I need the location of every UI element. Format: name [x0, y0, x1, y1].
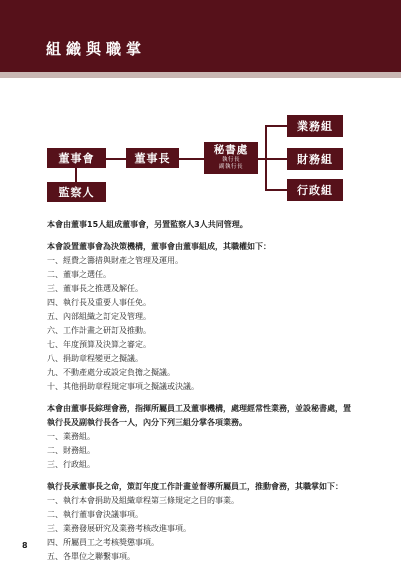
list-item: 五、各單位之聯繫事項。 [47, 552, 135, 561]
body-text [47, 218, 357, 564]
line-to-dept-1 [265, 125, 287, 127]
list-item: 二、財務組。 [47, 446, 95, 455]
list-item: 十、其他捐助章程規定事項之擬議或決議。 [47, 382, 199, 391]
board-items-list [47, 254, 357, 394]
list-item: 二、董事之選任。 [47, 270, 111, 279]
list-item: 三、董事長之推選及解任。 [47, 284, 143, 293]
list-item: 九、不動產處分或設定負擔之擬議。 [47, 368, 175, 377]
exec-heading: 執行長承董事長之命，策訂年度工作計畫並督導所屬員工，推動會務，其職掌如下： [47, 482, 343, 491]
secretariat-sub-2: 副執行長 [218, 164, 243, 171]
org-box-board: 董事會 [47, 148, 106, 168]
list-item: 一、執行本會捐助及組織章程第三條規定之目的事業。 [47, 496, 239, 505]
chair-items-list [47, 430, 357, 472]
list-item: 四、執行長及重要人事任免。 [47, 298, 151, 307]
secretariat-label: 秘書處 [213, 144, 249, 157]
secretariat-sub-1: 執行長 [221, 156, 240, 163]
chair-heading: 本會由董事長綜理會務，指揮所屬員工及董事機構，處理經常性業務，並設秘書處，置執行長及副執行長各一人，內分下列三組分掌各項業務。 [47, 404, 351, 427]
org-box-chairman: 董事長 [126, 148, 179, 168]
list-item: 五、內部組織之訂定及管理。 [47, 312, 151, 321]
board-heading: 本會設置董事會為決策機構，董事會由董事組成，其職權如下： [47, 242, 271, 251]
list-item: 七、年度預算及決算之審定。 [47, 340, 151, 349]
org-box-secretariat [204, 142, 258, 174]
list-item: 二、執行董事會決議事項。 [47, 510, 143, 519]
list-item: 六、工作計畫之研訂及推動。 [47, 326, 151, 335]
header-strip [0, 72, 401, 78]
list-item: 一、業務組。 [47, 432, 95, 441]
org-box-dept-business: 業務組 [287, 115, 343, 137]
org-box-supervisors: 監察人 [47, 182, 106, 202]
page-number: 8 [22, 541, 28, 550]
line-board-chair [106, 158, 126, 160]
line-to-dept-3 [265, 189, 287, 191]
list-item: 三、行政組。 [47, 460, 95, 469]
org-box-dept-admin: 行政組 [287, 179, 343, 201]
line-chair-secretariat [179, 158, 204, 160]
page-header [0, 0, 401, 72]
list-item: 一、經費之籌措與財產之管理及運用。 [47, 256, 183, 265]
list-item: 四、所屬員工之考核獎懲事項。 [47, 538, 159, 547]
org-box-dept-finance: 財務組 [287, 148, 343, 170]
list-item: 八、捐助章程變更之擬議。 [47, 354, 143, 363]
line-to-dept-2 [265, 158, 287, 160]
exec-items-list [47, 494, 357, 564]
page-title: 組織與職掌 [46, 40, 147, 58]
list-item: 三、業務發展研究及業務考核改進事項。 [47, 524, 191, 533]
line-board-supervisors [75, 168, 77, 182]
intro-paragraph: 本會由董事15人組成董事會，另置監察人3人共同管理。 [47, 220, 248, 229]
